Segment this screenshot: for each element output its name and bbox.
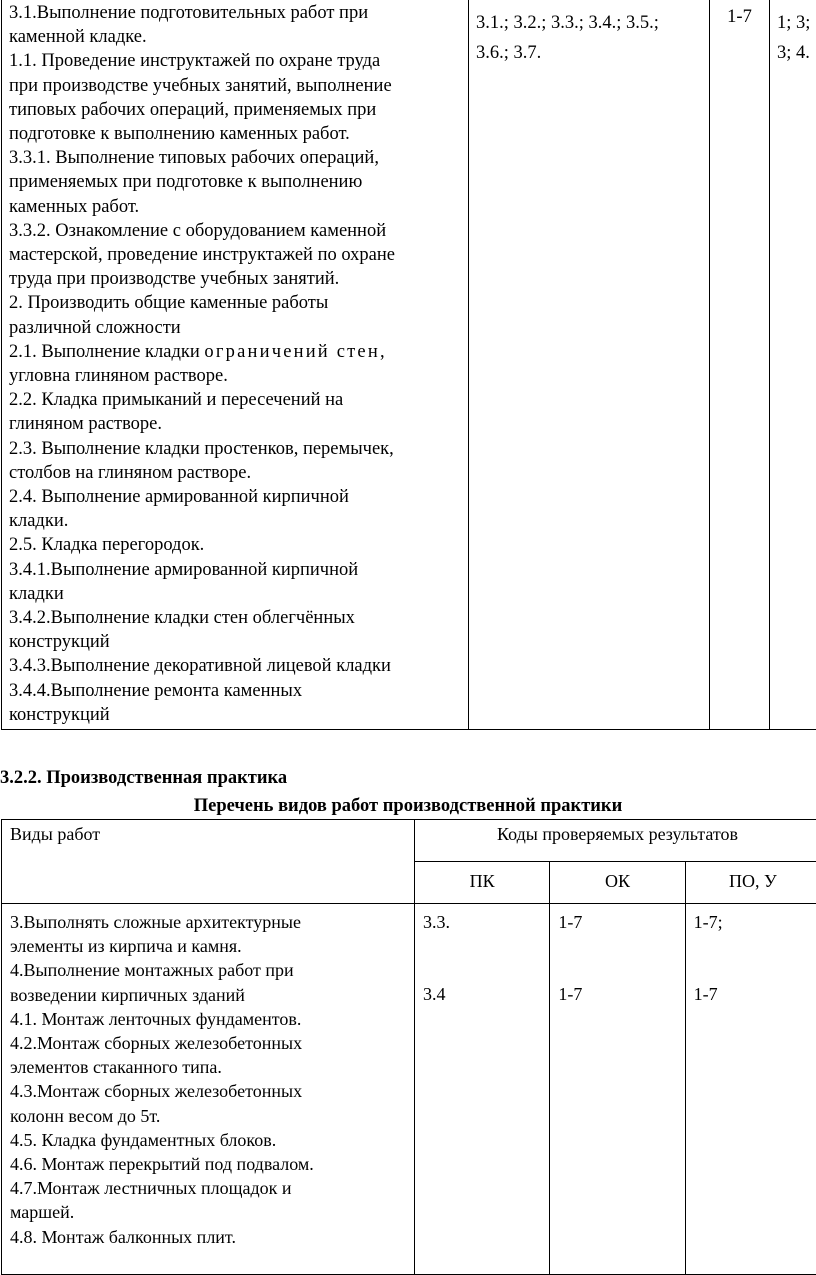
text-line: 3.4.3.Выполнение декоративной лицевой кладки — [9, 654, 461, 678]
text-line: каменной кладке. — [9, 25, 461, 49]
list-title: Перечень видов работ производственной практики — [0, 796, 816, 817]
text-line: 3.4.1.Выполнение армированной кирпичной — [9, 558, 461, 582]
text-line: 2.2. Кладка примыканий и пересечений на — [9, 388, 461, 412]
ok-codes-cell: 1-7 — [710, 0, 770, 730]
text-line: каменных работ. — [9, 195, 461, 219]
text-line: 3.3.2. Ознакомление с оборудованием каменной — [9, 219, 461, 243]
ok-code: 1-7 — [558, 982, 676, 1006]
text-line: 4.6. Монтаж перекрытий под подвалом. — [10, 1152, 406, 1176]
text-line: различной сложности — [9, 316, 461, 340]
text-line: типовых рабочих операций, применяемых при — [9, 98, 461, 122]
text-line: столбов на глиняном растворе. — [9, 461, 461, 485]
po-codes-line: 3; 4. — [777, 35, 813, 71]
pk-code: 3.3. — [423, 910, 541, 934]
text-line: 4.7.Монтаж лестничных площадок и — [10, 1176, 406, 1200]
text-line: 4.8. Монтаж балконных плит. — [10, 1225, 406, 1249]
text-line: 2.3. Выполнение кладки простенков, перемычек, — [9, 437, 461, 461]
text-line — [9, 340, 461, 364]
text-line: 3.Выполнять сложные архитектурные — [10, 910, 406, 934]
ok-code: 1-7 — [558, 910, 676, 934]
text-line: 4.Выполнение монтажных работ при — [10, 958, 406, 982]
pk-codes-line: 3.6.; 3.7. — [476, 35, 702, 71]
ok-codes-cell — [550, 904, 685, 1275]
text-line: 3.1.Выполнение подготовительных работ при — [9, 1, 461, 25]
table-row — [2, 0, 816, 730]
po-codes-cell — [770, 0, 816, 730]
text-line: 4.3.Монтаж сборных железобетонных — [10, 1079, 406, 1103]
work-description-cell — [2, 0, 469, 730]
text-line: колонн весом до 5т. — [10, 1104, 406, 1128]
text-line: глиняном растворе. — [9, 412, 461, 436]
header-po: ПО, У — [685, 862, 816, 904]
text-line: применяемых при подготовке к выполнению — [9, 170, 461, 194]
text-line: возведении кирпичных зданий — [10, 983, 406, 1007]
text-line: 1.1. Проведение инструктажей по охране труда — [9, 49, 461, 73]
text-line: труда при производстве учебных занятий. — [9, 267, 461, 291]
po-code: 1-7 — [694, 982, 812, 1006]
text-line: 3.4.4.Выполнение ремонта каменных — [9, 679, 461, 703]
text-line: 3.4.2.Выполнение кладки стен облегчённых — [9, 606, 461, 630]
table-row — [2, 904, 816, 1275]
po-codes-cell — [685, 904, 816, 1275]
text-fragment-spaced: ограничений стен, — [204, 342, 386, 362]
text-line: 3.3.1. Выполнение типовых рабочих операций, — [9, 146, 461, 170]
header-ok: ОК — [550, 862, 685, 904]
text-line: маршей. — [10, 1200, 406, 1224]
text-line: 2.4. Выполнение армированной кирпичной — [9, 485, 461, 509]
table-header-row — [2, 820, 816, 862]
text-line: угловна глиняном растворе. — [9, 364, 461, 388]
text-line: 2. Производить общие каменные работы — [9, 291, 461, 315]
text-line: кладки. — [9, 509, 461, 533]
text-line: элементы из кирпича и камня. — [10, 934, 406, 958]
header-work-types: Виды работ — [2, 820, 415, 904]
text-line: подготовке к выполнению каменных работ. — [9, 122, 461, 146]
work-description-cell — [2, 904, 415, 1275]
text-line: мастерской, проведение инструктажей по охране — [9, 243, 461, 267]
pk-codes-cell — [469, 0, 710, 730]
po-code: 1-7; — [694, 910, 812, 934]
work-types-table-educational — [1, 0, 816, 730]
text-line: элементов стаканного типа. — [10, 1055, 406, 1079]
text-line: 2.5. Кладка перегородок. — [9, 533, 461, 557]
text-line: 4.2.Монтаж сборных железобетонных — [10, 1031, 406, 1055]
po-codes-line: 1; 3; — [777, 5, 813, 41]
text-line: кладки — [9, 582, 461, 606]
header-codes: Коды проверяемых результатов — [415, 820, 816, 862]
work-types-table-production — [1, 819, 816, 1275]
section-title: 3.2.2. Производственная практика — [0, 768, 287, 789]
text-line: 4.1. Монтаж ленточных фундаментов. — [10, 1007, 406, 1031]
text-line: конструкций — [9, 703, 461, 727]
header-pk: ПК — [415, 862, 550, 904]
text-line: конструкций — [9, 630, 461, 654]
pk-codes-line: 3.1.; 3.2.; 3.3.; 3.4.; 3.5.; — [476, 5, 702, 41]
text-line: 4.5. Кладка фундаментных блоков. — [10, 1128, 406, 1152]
pk-code: 3.4 — [423, 982, 541, 1006]
text-line: при производстве учебных занятий, выполнение — [9, 74, 461, 98]
text-fragment: 2.1. Выполнение кладки — [9, 342, 200, 362]
pk-codes-cell — [415, 904, 550, 1275]
